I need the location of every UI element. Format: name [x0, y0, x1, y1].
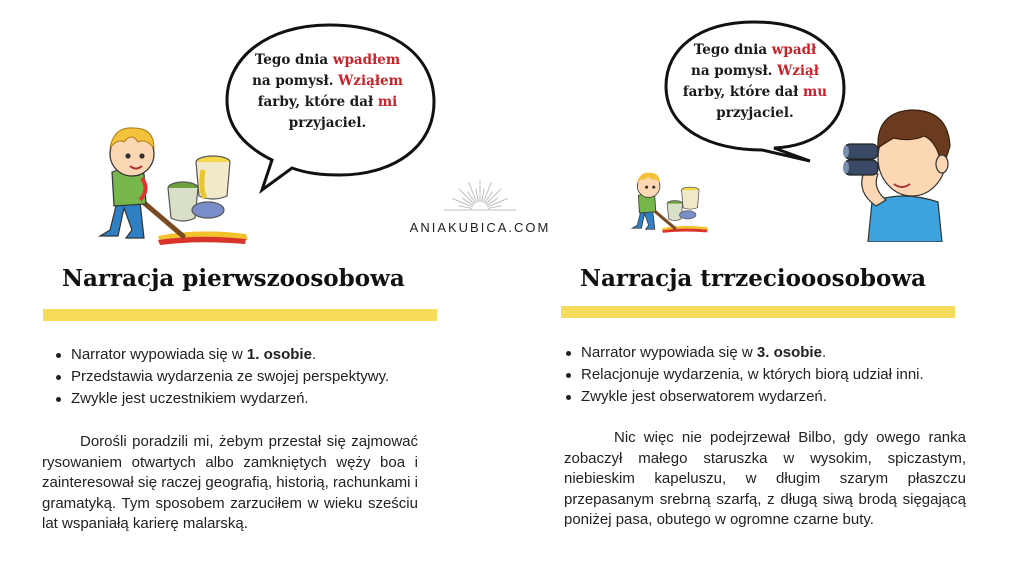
bullet-text: Narrator wypowiada się w — [581, 344, 757, 361]
bullet-item — [566, 342, 1006, 364]
left-example-paragraph: Dorośli poradzili mi, żebym przestał się zajmować rysowaniem otwartych albo zamkniętych węży boa i zainteresował się raczej geografią, historią, rachunkami i gramatyką. Tym sposobem zarzuciłem w wieku sześciu lat wspaniałą karierę malarską. — [42, 433, 419, 533]
bubble-line — [680, 61, 830, 82]
left-bubble-text — [240, 50, 415, 134]
bullet-item — [56, 366, 456, 388]
bullet-item — [56, 388, 456, 410]
left-bullet-list — [56, 344, 456, 410]
bubble-line — [240, 92, 415, 113]
bubble-text-segment: farby, które dał — [682, 84, 804, 100]
bubble-line — [680, 40, 830, 61]
highlighted-word: wpadł — [771, 42, 817, 58]
bullet-item — [56, 344, 456, 366]
right-bubble-text — [680, 40, 830, 124]
highlighted-word: Wziął — [777, 63, 819, 79]
bullet-text: Zwykle jest uczestnikiem wydarzeń. — [71, 390, 309, 407]
highlighted-word: wpadłem — [332, 52, 401, 68]
highlighted-word: Wziąłem — [338, 73, 403, 89]
bubble-text-segment: Tego dnia — [254, 52, 333, 68]
small-painting-boy-illustration — [626, 165, 716, 237]
bullet-item — [566, 364, 1006, 386]
bubble-text-segment: przyjaciel. — [716, 105, 794, 121]
bullet-text-end: . — [311, 346, 317, 363]
bubble-line — [240, 71, 415, 92]
bullet-text: Zwykle jest obserwatorem wydarzeń. — [581, 388, 827, 405]
bullet-text: Relacjonuje wydarzenia, w których biorą udział inni. — [581, 366, 924, 383]
bubble-line — [240, 113, 415, 134]
bubble-text-segment: na pomysł. — [691, 63, 778, 79]
bubble-line — [680, 82, 830, 103]
highlighted-word: mi — [377, 94, 398, 110]
bullet-text: Narrator wypowiada się w — [71, 346, 247, 363]
bubble-line — [680, 103, 830, 124]
sunburst-logo-icon — [440, 172, 520, 212]
highlighted-word: mu — [803, 84, 828, 100]
bubble-line — [240, 50, 415, 71]
right-bullet-list — [566, 342, 1006, 408]
right-title: Narracja trrzeciooosobowa — [580, 265, 927, 292]
bubble-text-segment: przyjaciel. — [288, 115, 367, 131]
bubble-text-segment: na pomysł. — [252, 73, 339, 89]
right-title-underline — [561, 306, 955, 318]
bullet-bold-text: 3. osobie — [756, 344, 822, 361]
boy-with-binoculars-illustration — [842, 102, 962, 242]
bubble-text-segment: farby, które dał — [257, 94, 378, 110]
bullet-item — [566, 386, 1006, 408]
logo-text: ANIAKUBICA.COM — [409, 220, 551, 235]
bubble-text-segment: Tego dnia — [693, 42, 772, 58]
left-title-underline — [43, 309, 437, 321]
right-example-paragraph: Nic więc nie podejrzewał Bilbo, gdy owego ranka zobaczył małego staruszka w wysokim, spiczastym, niebieskim kapeluszu, w długim szarym płaszczu przepasanym srebrną szarfą, z długą siwą brodą sięgającą poniżej pasa, obutego w ogromne czarne buty. — [564, 429, 966, 529]
bullet-text: Przedstawia wydarzenia ze swojej perspektywy. — [71, 368, 390, 385]
left-title: Narracja pierwszoosobowa — [62, 265, 405, 292]
bullet-text-end: . — [821, 344, 827, 361]
bullet-bold-text: 1. osobie — [246, 346, 312, 363]
